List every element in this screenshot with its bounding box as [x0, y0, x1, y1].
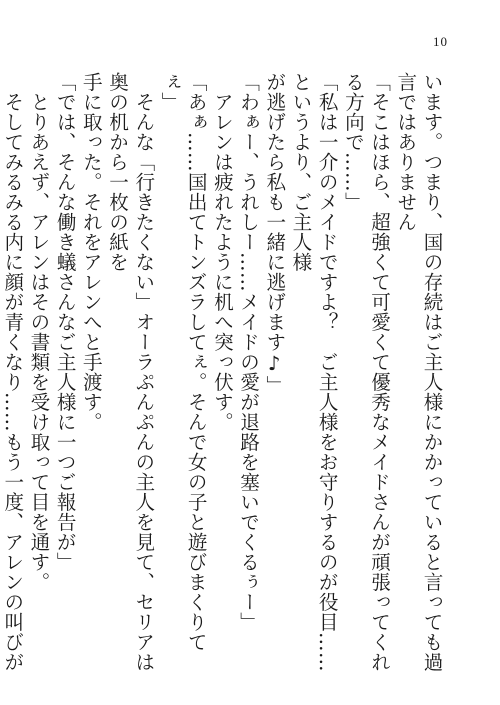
text-line: そんな「行きたくない」オーラぷんぷんの主人を見て、セリアは奥の机から一枚の紙を	[105, 72, 155, 672]
text-line: 「では、そんな働き蟻さんなご主人様に一つご報告が」	[53, 72, 77, 572]
text-line: 「わぁー、うれしー……メイドの愛が退路を塞いでくるぅー」	[236, 72, 260, 632]
text-line: とりあえず、アレンはその書類を受け取って目を通す。	[26, 72, 50, 592]
text-line: そしてみるみる内に顔が青くなり……もう一度、アレンの叫びが	[0, 91, 24, 672]
text-line: います。つまり、国の存続はご主人様にかかっていると言っても過言ではありません	[393, 72, 443, 672]
text-line: 「そこはほら、超強くて可愛くて優秀なメイドさんが頑張ってくれる方向で……」	[341, 72, 391, 672]
vertical-text-body	[0, 72, 444, 672]
text-line: が逃げたら私も一緒に逃げます♪」	[262, 72, 286, 396]
page-number: 10	[433, 34, 448, 49]
text-line: アレンは疲れたように机へ突っ伏す。	[210, 72, 234, 432]
text-line: 「私は一介のメイドですよ？ ご主人様をお守りするのが役目……というより、ご主人様	[288, 72, 339, 672]
text-line: 「あぁ……国出てトンズラしてぇ。そんで女の子と遊びまくりてぇ」	[157, 72, 208, 652]
text-line: 手に取った。それをアレンへと手渡す。	[79, 72, 103, 432]
